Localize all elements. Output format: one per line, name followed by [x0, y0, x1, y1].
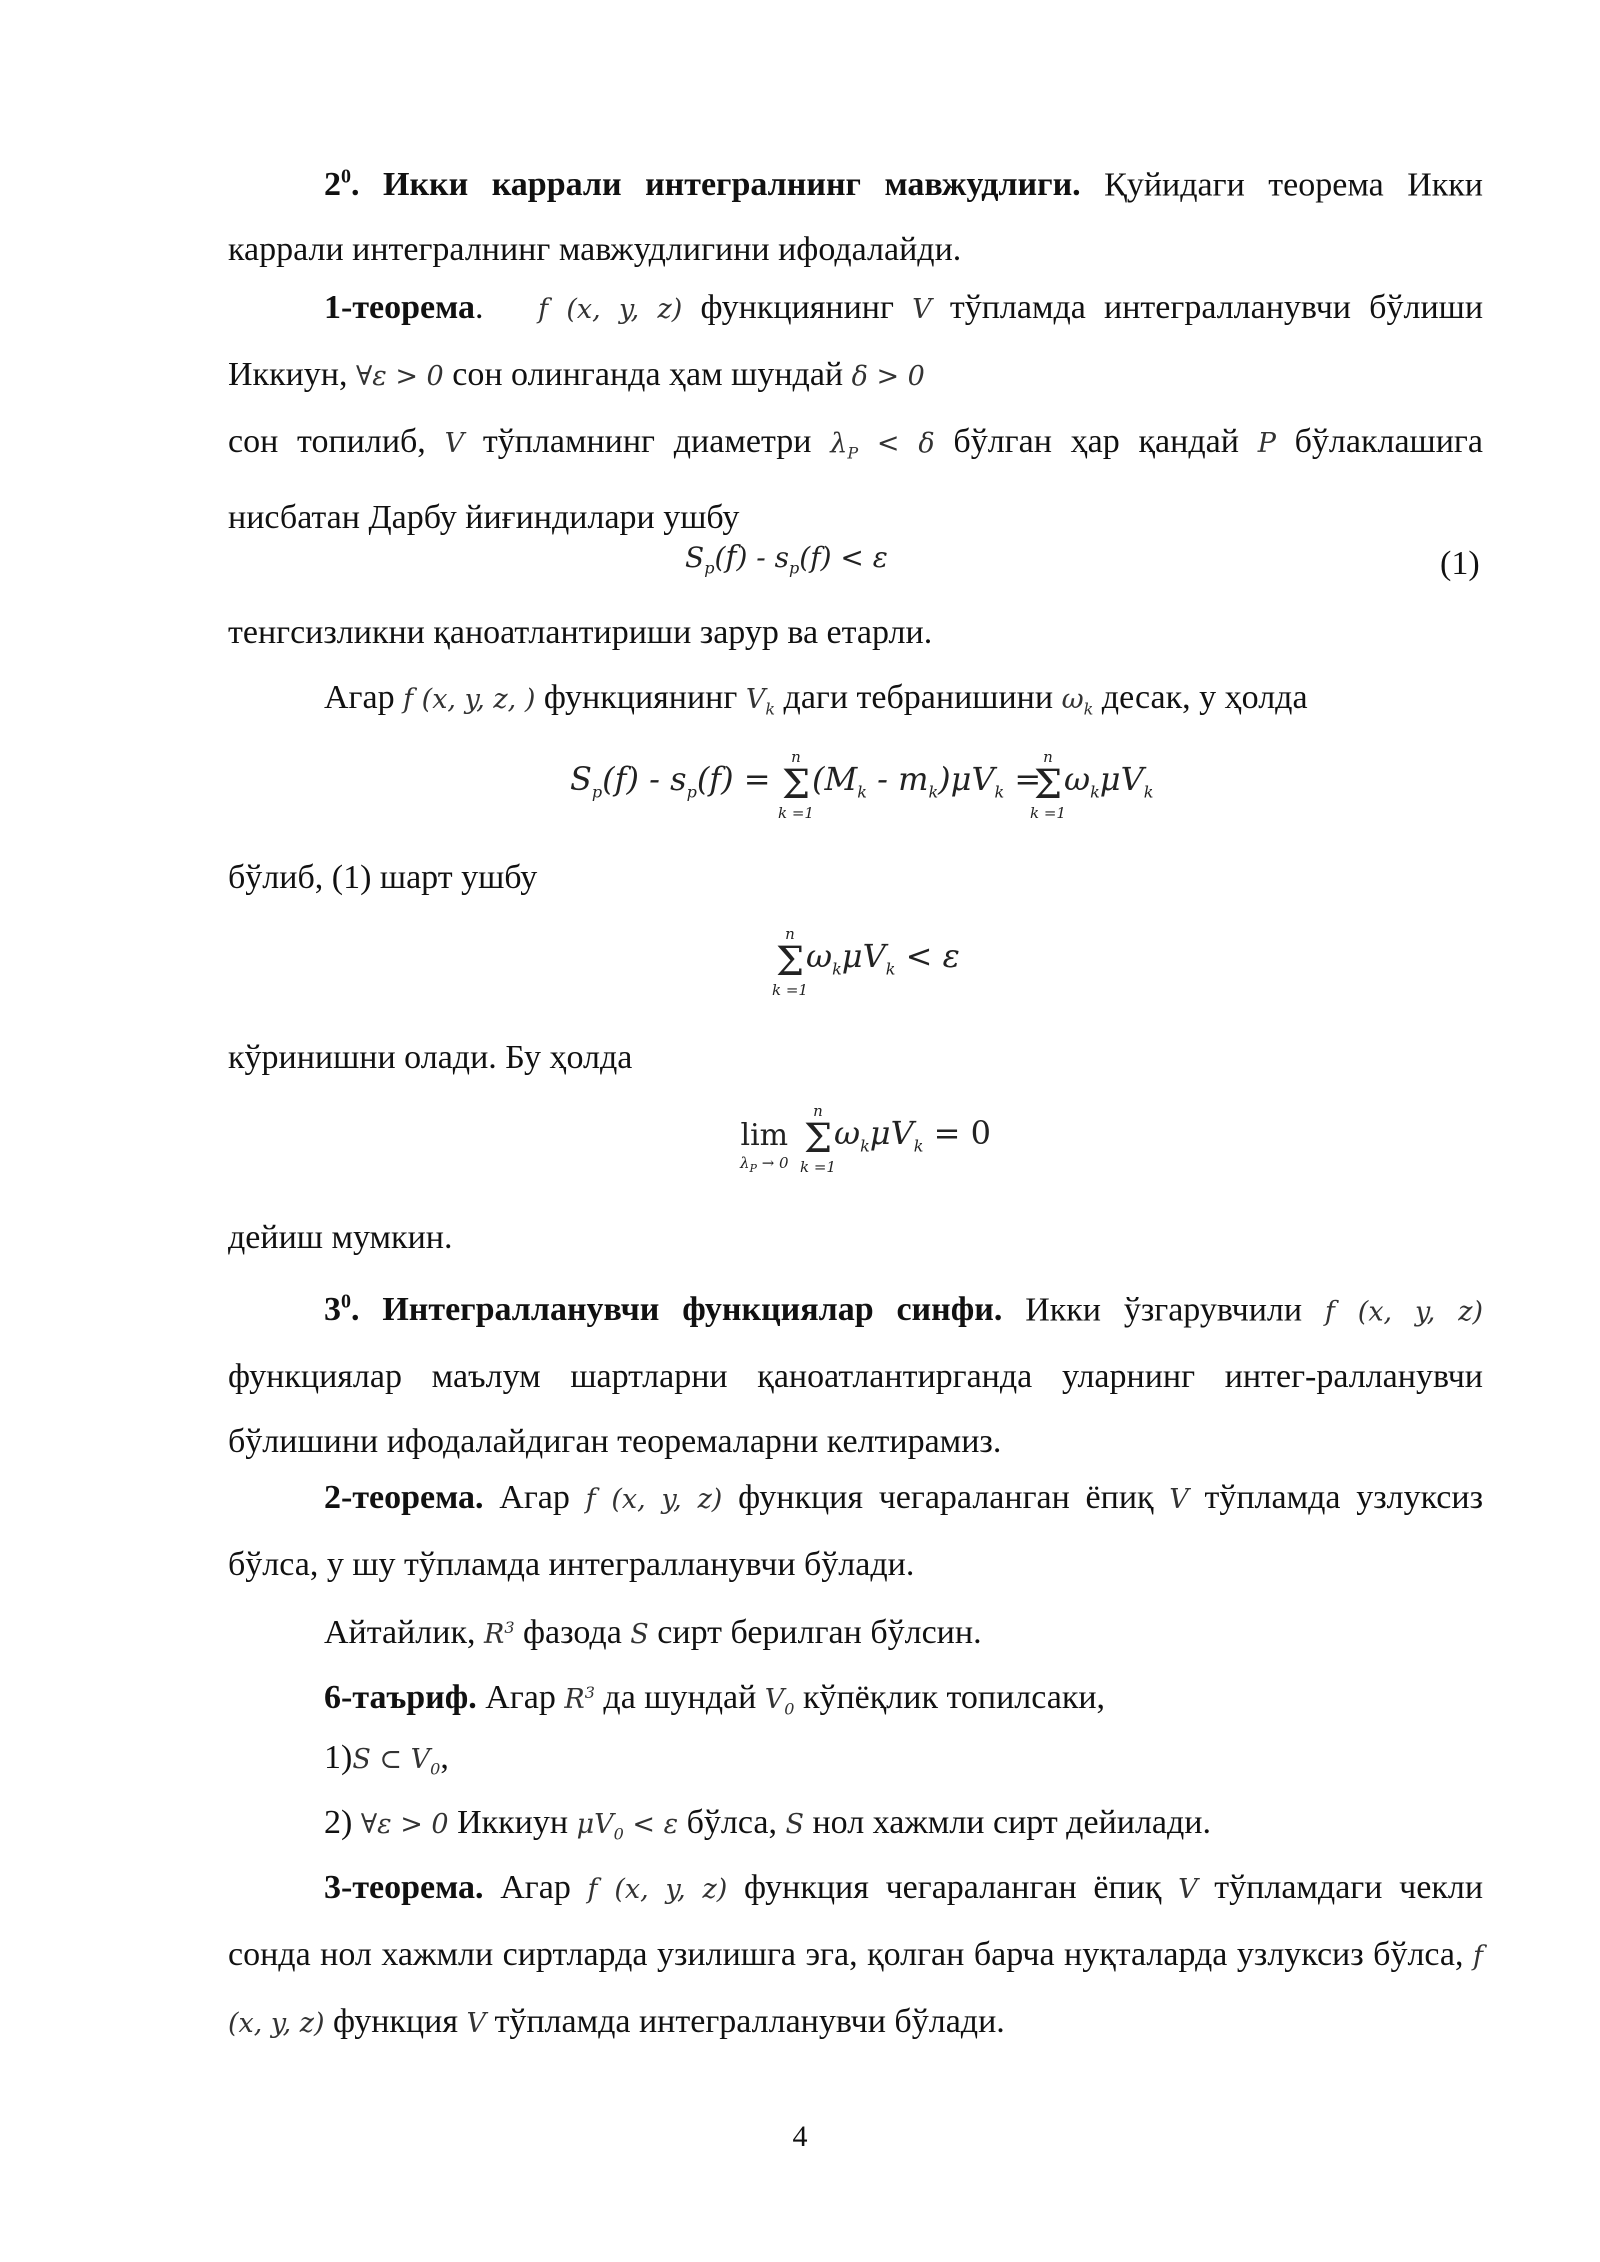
equation-1: $S_p(f) - s_p(f) < \varepsilon$ — [685, 540, 888, 578]
definition6-label: 6-таъриф. — [324, 1679, 477, 1716]
math-delta: δ > 0 — [851, 361, 925, 392]
math-forall-eps: ∀ε > 0 — [355, 361, 444, 392]
deyish-text: дейиш мумкин. — [228, 1219, 453, 1256]
equation-2-middle: $(M_k - m_k)\mu V_k$ = — [812, 760, 1042, 802]
aytaylik-paragraph: Айтайлик, $R^3$ фазода S сирт берилган бўлсин. — [324, 1614, 982, 1651]
equation-1-number: (1) — [1440, 545, 1480, 582]
definition6-paragraph: 6-таъриф. Агар $R^3$ да шундай $V_0$ кўпёқлик топилсаки, — [324, 1679, 1106, 1719]
theorem3-paragraph: 3-теорема. Агар f (x, y, z) функция чегараланган ёпиқ V тўпламдаги чекли сонда нол хажмли сиртларда узилишга эга, қолган барча нуқталарда узлуксиз бўлса, f (x, y, z) функция V тўпламда интегралланувчи бўлади. — [228, 1869, 1484, 2040]
kurinish-text: кўринишни олади. Бу ҳолда — [228, 1039, 633, 1076]
sum-symbol: n Σ k =1 — [778, 748, 814, 822]
section2-paragraph: $2^0$. Икки каррали интегралнинг мавжудлиги. Қуйидаги теорема Икки каррали интегралнинг мавжудлигини ифодалайди. — [228, 166, 1483, 269]
theorem2-label: 2-теорема. — [324, 1479, 484, 1516]
theorem1-label: 1-теорема — [324, 289, 476, 326]
definition-item-1: 1)S ⊂ $V_0$, — [324, 1739, 449, 1779]
bulib-text: бўлиб, (1) шарт ушбу — [228, 859, 538, 896]
equation-4: $\omega_k\mu V_k = 0$ — [834, 1114, 991, 1156]
definition-item-2: 2) ∀ε > 0 Иккиун $\mu V_0 < \varepsilon$ бўлса, S нол хажмли сирт дейилади. — [324, 1804, 1212, 1844]
sum-symbol: n Σ k =1 — [800, 1102, 836, 1176]
agar-paragraph: Агар f (x, y, z, ) функциянинг $V_k$ даги тебранишини $\omega_k$ десак, у ҳолда — [324, 679, 1308, 719]
math-lambda: $\lambda_P < \delta$ — [830, 428, 935, 463]
sum-symbol: n Σ k =1 — [772, 925, 808, 999]
section3-paragraph: $3^0$. Интегралланувчи функциялар синфи. Икки ўзгарувчили f (x, y, z) функциялар маълум шартларни қаноатлантирганда уларнинг интег-ралланувчи бўлишини ифодалайдиган теоремаларни келтирамиз. — [228, 1291, 1483, 1461]
theorem3-label: 3-теорема. — [324, 1869, 484, 1906]
sum-symbol: n Σ k =1 — [1030, 748, 1066, 822]
math-f-xyz: f (x, y, z) — [538, 294, 683, 325]
section3-heading: $3^0$. Интегралланувчи функциялар синфи. — [324, 1291, 1003, 1329]
equation-2: $S_p(f) - s_p(f)$ = — [570, 760, 771, 802]
after-eq1-text: тенгсизликни қаноатлантириши зарур ва етарли. — [228, 614, 933, 651]
theorem1-paragraph: 1-теорема. f (x, y, z) функциянинг V тўпламда интегралланувчи бўлиши Иккиун, ∀ε > 0 сон олинганда ҳам шундай δ > 0 сон топилиб, V тўпламнинг диаметри $\lambda_P < \delta$ бўлган ҳар қандай P бўлаклашига нисбатан Дарбу йиғиндилари ушбу — [228, 289, 1484, 537]
limit-symbol: lim $\lambda_P \to 0$ — [740, 1118, 789, 1175]
page-number: 4 — [792, 2120, 808, 2153]
theorem2-paragraph: 2-теорема. Агар f (x, y, z) функция чегараланган ёпиқ V тўпламда узлуксиз бўлса, у шу тўпламда интегралланувчи бўлади. — [228, 1479, 1484, 1583]
section2-heading: $2^0$. Икки каррали интегралнинг мавжудлиги. — [324, 166, 1081, 204]
equation-3: $\omega_k\mu V_k < \varepsilon$ — [806, 937, 960, 979]
equation-2-right: $\omega_k\mu V_k$ — [1064, 760, 1154, 802]
